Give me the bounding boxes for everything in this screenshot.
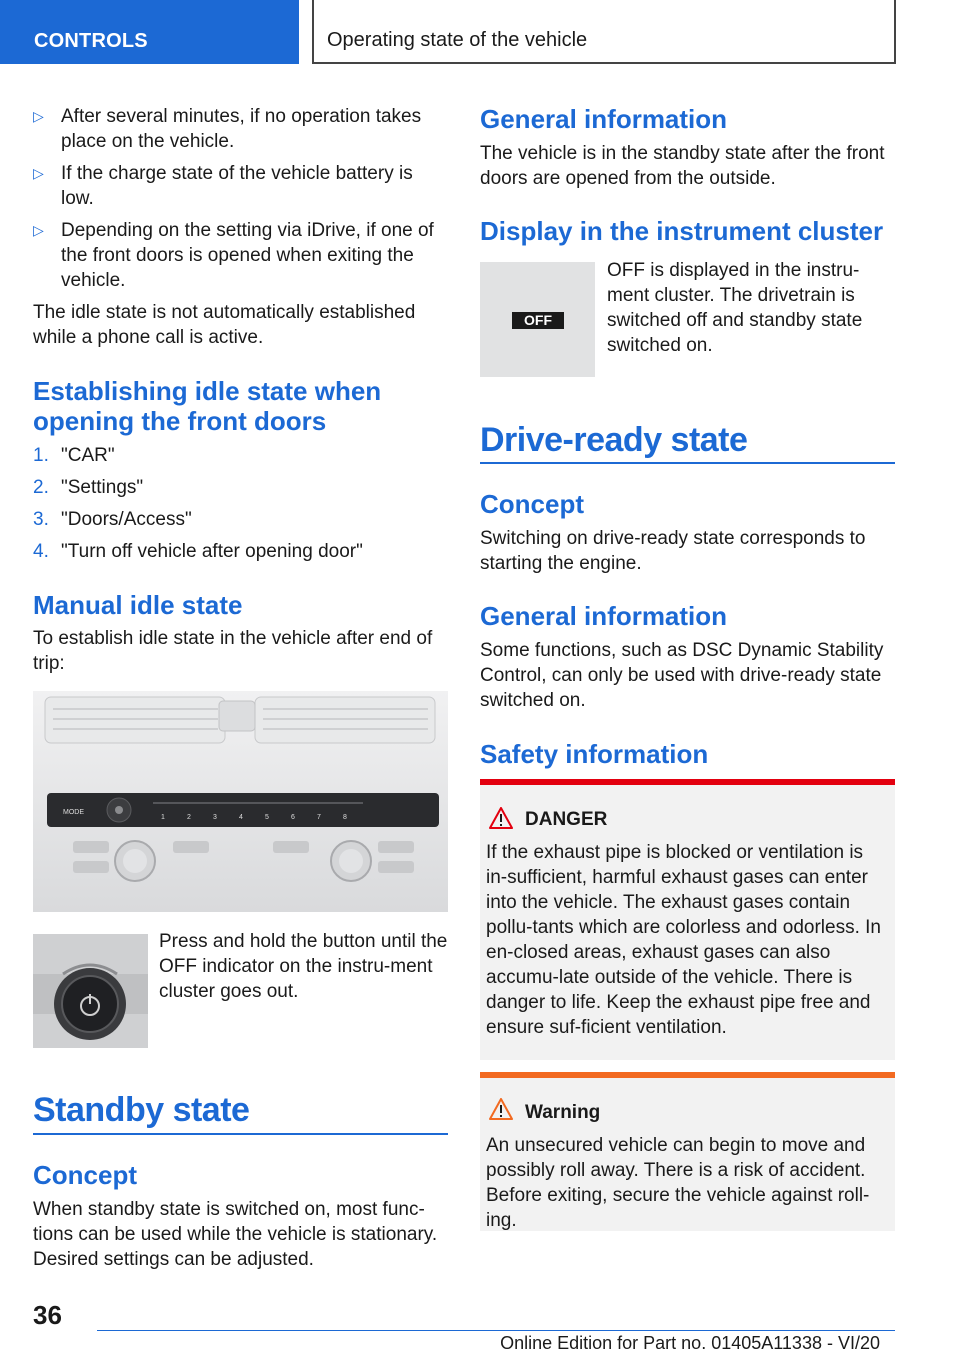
triangle-bullet-icon: ▷ (33, 108, 44, 124)
establishing-heading: Establishing idle state when opening the front doors (33, 376, 382, 436)
off-indicator-graphic (480, 262, 595, 377)
warning-callout (480, 1072, 895, 1231)
preset-label: 1 (161, 814, 165, 821)
heading-rule (480, 462, 895, 464)
danger-text: If the exhaust pipe is blocked or ventilation is in-sufficient, harmful exhaust gases can enter into the vehicle. The exhaust gases contain pollu-tants which are colorless and odorless. In en-closed areas, exhaust gases can also accumu-late outside of the vehicle. There is danger to life. Keep the exhaust pipe free and ensure suf-ficient ventilation. (486, 842, 881, 1038)
triangle-bullet-icon: ▷ (33, 165, 44, 181)
bullet-item: ▷ Depending on the setting via iDrive, if one of the front doors is opened when exiting the vehicle. (33, 220, 434, 291)
footer-rule (97, 1330, 895, 1331)
power-button-photo (33, 934, 148, 1048)
safety-heading: Safety information (480, 739, 709, 769)
manual-heading: Manual idle state (33, 590, 243, 620)
danger-bar (480, 779, 895, 785)
preset-label: 2 (187, 814, 191, 821)
general-info-heading: General information (480, 104, 728, 134)
general-info-text: The vehicle is in the standby state after the front doors are opened from the outside. (480, 143, 885, 189)
warning-triangle-icon (489, 1098, 513, 1120)
drive-concept-text: Switching on drive-ready state corresponds to starting the engine. (480, 528, 866, 574)
section-tab (0, 0, 299, 64)
general-info-text-2: Some functions, such as DSC Dynamic Stability Control, can only be used with drive-ready state switched on. (480, 640, 884, 711)
preset-label: 4 (239, 814, 243, 821)
idle-note: The idle state is not automatically established while a phone call is active. (33, 302, 416, 348)
manual-text: To establish idle state in the vehicle after end of trip: (33, 628, 433, 674)
general-info-heading-2: General information (480, 601, 728, 631)
warning-title: Warning (525, 1102, 601, 1123)
display-text: OFF is displayed in the instru-ment cluster. The drivetrain is switched off and standby state switched on. (607, 260, 863, 356)
heading-rule (33, 1133, 448, 1135)
warning-text: An unsecured vehicle can begin to move and possibly roll away. There is a risk of accident. Before exiting, secure the vehicle against roll-ing. (486, 1135, 870, 1231)
warning-bar (480, 1072, 895, 1078)
button-instruction: Press and hold the button until the OFF indicator on the instru-ment cluster goes out. (159, 931, 448, 1002)
chapter-title: Operating state of the vehicle (327, 29, 588, 51)
off-indicator: OFF (512, 312, 564, 329)
center-console-photo (33, 691, 448, 912)
mode-label: MODE (63, 809, 84, 816)
preset-label: 3 (213, 814, 217, 821)
display-heading: Display in the instrument cluster (480, 216, 884, 246)
danger-title: DANGER (525, 809, 608, 830)
preset-label: 8 (343, 814, 347, 821)
preset-label: 7 (317, 814, 321, 821)
standby-heading: Standby state (33, 1091, 250, 1129)
edition-text: Online Edition for Part no. 01405A11338 - VI/20 (500, 1333, 880, 1353)
bullet-item: ▷ If the charge state of the vehicle battery is low. (33, 163, 413, 209)
warning-triangle-icon (489, 807, 513, 829)
drive-ready-heading: Drive-ready state (480, 421, 748, 459)
bullet-item: ▷ After several minutes, if no operation takes place on the vehicle. (33, 106, 422, 152)
preset-label: 6 (291, 814, 295, 821)
drive-concept-heading: Concept (480, 489, 584, 519)
chapter-tab (312, 0, 896, 64)
preset-label: 5 (265, 814, 269, 821)
danger-callout (480, 779, 895, 1060)
triangle-bullet-icon: ▷ (33, 222, 44, 238)
section-title: CONTROLS (34, 30, 148, 52)
standby-concept-heading: Concept (33, 1160, 137, 1190)
page-number: 36 (33, 1300, 62, 1330)
standby-concept-text: When standby state is switched on, most func-tions can be used while the vehicle is stationary. Desired settings can be adjusted. (33, 1199, 438, 1270)
